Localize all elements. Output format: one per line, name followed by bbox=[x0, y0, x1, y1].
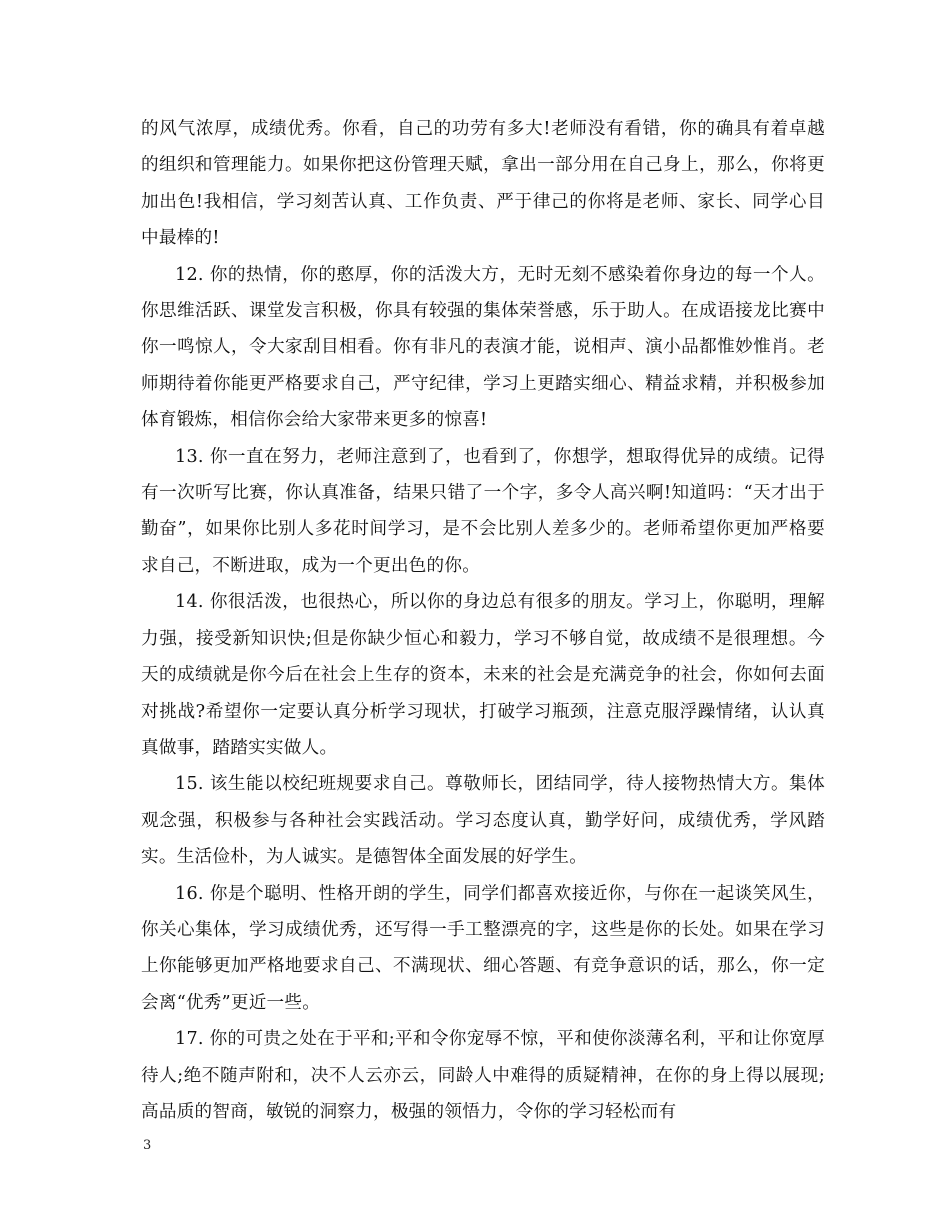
body-text bbox=[141, 111, 825, 1130]
paragraph-12: 12. 你的热情，你的憨厚，你的活泼大方，无时无刻不感染着你身边的每一个人。你思维活跃、课堂发言积极，你具有较强的集体荣誉感，乐于助人。在成语接龙比赛中你一鸣惊人，令大家刮目相看。你有非凡的表演才能，说相声、演小品都惟妙惟肖。老师期待着你能更严格要求自己，严守纪律，学习上更踏实细心、精益求精，并积极参加体育锻炼，相信你会给大家带来更多的惊喜! bbox=[141, 264, 825, 431]
paragraph-13: 13. 你一直在努力，老师注意到了，也看到了，你想学，想取得优异的成绩。记得有一次听写比赛，你认真准备，结果只错了一个字，多令人高兴啊!知道吗：“天才出于勤奋”，如果你比别人多花时间学习，是不会比别人差多少的。老师希望你更加严格要求自己，不断进取，成为一个更出色的你。 bbox=[141, 446, 825, 576]
paragraph-16: 16. 你是个聪明、性格开朗的学生，同学们都喜欢接近你，与你在一起谈笑风生，你关心集体，学习成绩优秀，还写得一手工整漂亮的字，这些是你的长处。如果在学习上你能够更加严格地要求自己、不满现状、细心答题、有竞争意识的话，那么，你一定会离“优秀”更近一些。 bbox=[141, 883, 825, 1013]
paragraph-15: 15. 该生能以校纪班规要求自己。尊敬师长，团结同学，待人接物热情大方。集体观念强，积极参与各种社会实践活动。学习态度认真，勤学好问，成绩优秀，学风踏实。生活俭朴，为人诚实。是德智体全面发展的好学生。 bbox=[141, 774, 825, 868]
paragraph-17: 17. 你的可贵之处在于平和;平和令你宠辱不惊，平和使你淡薄名利，平和让你宽厚待人;绝不随声附和，决不人云亦云，同龄人中难得的质疑精神，在你的身上得以展现;高品质的智商，敏锐的洞察力，极强的领悟力，令你的学习轻松而有 bbox=[141, 1029, 825, 1122]
paragraph-14: 14. 你很活泼，也很热心，所以你的身边总有很多的朋友。学习上，你聪明，理解力强，接受新知识快;但是你缺少恒心和毅力，学习不够自觉，故成绩不是很理想。今天的成绩就是你今后在社会上生存的资本，未来的社会是充满竞争的社会，你如何去面对挑战?希望你一定要认真分析学习现状，打破学习瓶颈，注意克服浮躁情绪，认认真真做事，踏踏实实做人。 bbox=[141, 592, 825, 758]
paragraph-11-continued: 的风气浓厚，成绩优秀。你看，自己的功劳有多大!老师没有看错，你的确具有着卓越的组织和管理能力。如果你把这份管理天赋，拿出一部分用在自己身上，那么，你将更加出色!我相信，学习刻苦认真、工作负责、严于律己的你将是老师、家长、同学心目中最棒的! bbox=[141, 119, 825, 249]
page-number: 3 bbox=[143, 1138, 152, 1153]
